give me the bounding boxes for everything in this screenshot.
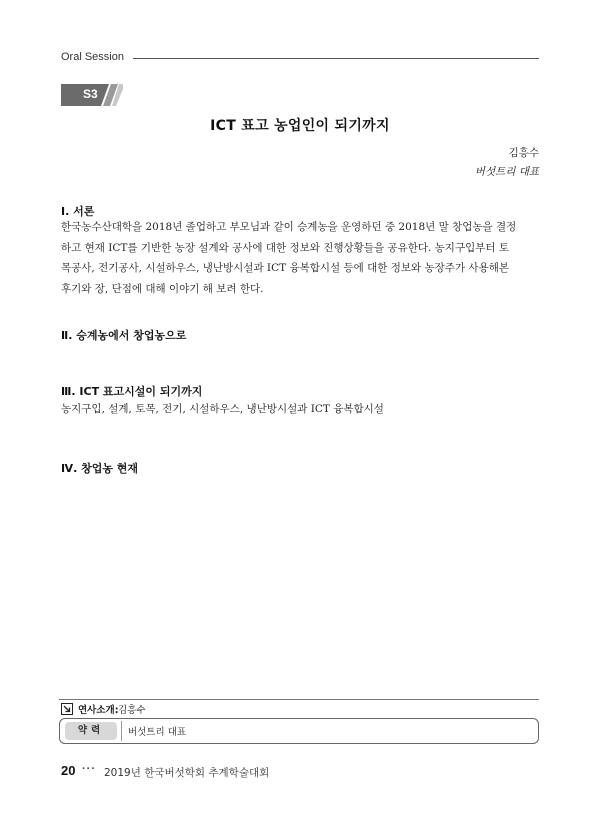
section-heading-ict-facility: Ⅲ. ICT 표고시설이 되기까지 <box>61 385 203 398</box>
body-line: 후기와 장, 단점에 대해 이야기 해 보려 한다. <box>61 282 264 295</box>
bio-value: 버섯트리 대표 <box>128 727 187 738</box>
conference-name: 2019년 한국버섯학회 추계학술대회 <box>104 767 270 779</box>
author-name: 김흥수 <box>508 147 539 159</box>
body-line: 한국농수산대학을 2018년 졸업하고 부모님과 같이 승계농을 운영하던 중 2018년 말 창업농을 결정 <box>61 221 517 233</box>
section-body-ict-facility <box>61 399 539 420</box>
speaker-intro-divider <box>59 699 539 700</box>
footer-dots: ··· <box>82 763 96 775</box>
section-heading-introduction: Ⅰ. 서론 <box>61 205 95 218</box>
running-header-label: Oral Session <box>61 51 124 63</box>
session-badge <box>61 84 123 106</box>
speaker-bio-box <box>59 718 539 744</box>
bio-key-label: 약력 <box>65 722 117 740</box>
body-line: 하고 현재 ICT를 기반한 농장 설계와 공사에 대한 정보와 진행상황들을 공유한다. 농지구입부터 토 <box>61 241 510 254</box>
bio-separator <box>121 721 122 741</box>
paper-title: ICT 표고 농업인이 되기까지 <box>210 118 390 134</box>
speaker-intro-label: 연사소개: <box>78 705 119 716</box>
section-heading-successor-to-startup: Ⅱ. 승계농에서 창업농으로 <box>61 329 187 342</box>
arrow-box-icon <box>61 703 73 715</box>
section-body-introduction <box>61 217 539 299</box>
author-affiliation: 버섯트리 대표 <box>474 166 539 178</box>
page-number: 20 <box>61 763 76 778</box>
session-code: S3 <box>83 87 98 101</box>
speaker-intro-name: 김흥수 <box>118 705 146 716</box>
body-line: 농지구입, 설계, 토목, 전기, 시설하우스, 냉난방시설과 ICT 융복합시설 <box>61 403 384 415</box>
header-rule <box>133 58 539 59</box>
body-line: 목공사, 전기공사, 시설하우스, 냉난방시설과 ICT 융복합시설 등에 대한 정보와 농장주가 사용해본 <box>61 262 510 274</box>
section-heading-startup-present: Ⅳ. 창업농 현재 <box>61 462 139 475</box>
